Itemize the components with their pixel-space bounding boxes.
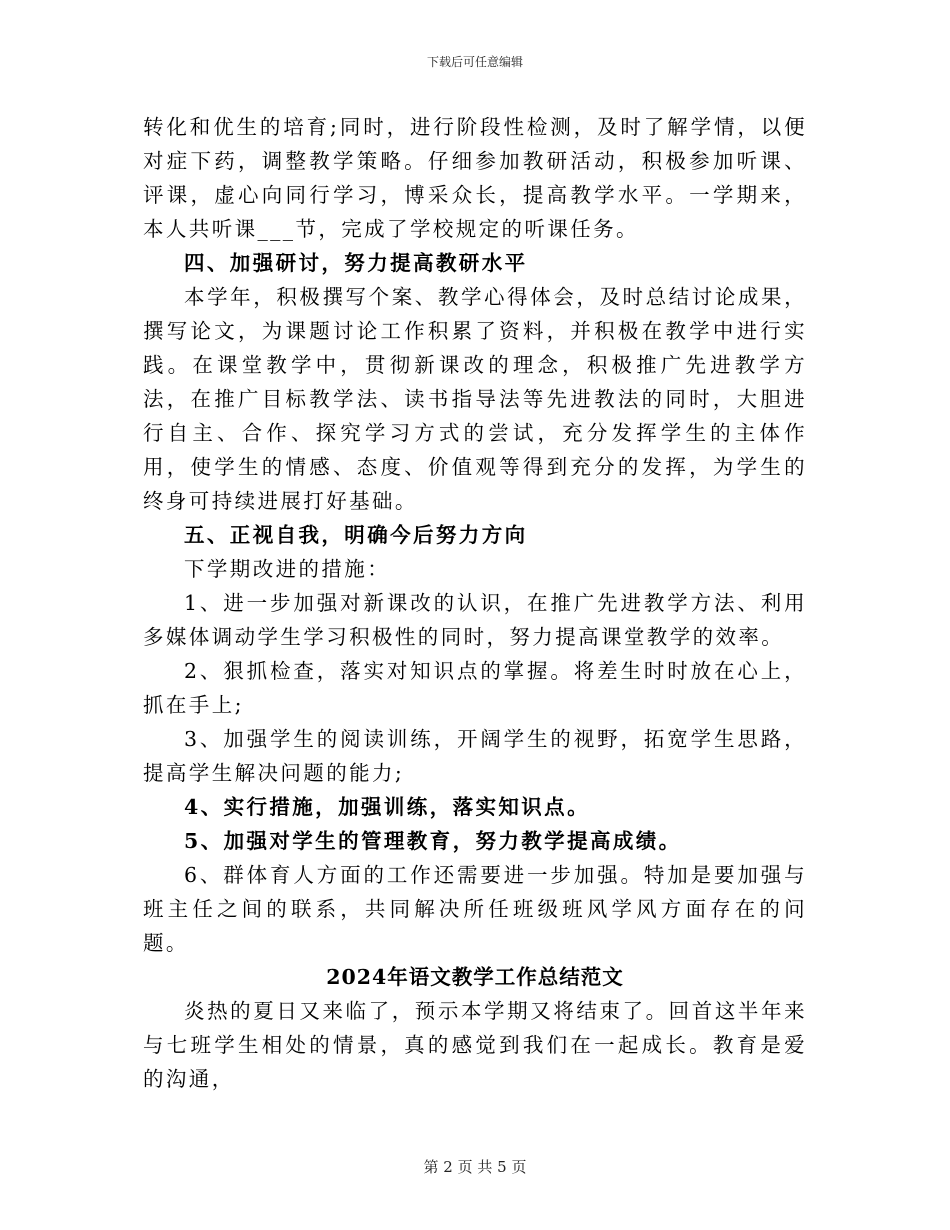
paragraph-article-opening: 炎热的夏日又来临了，预示本学期又将结束了。回首这半年来与七班学生相处的情景，真的感觉到我们在一起成长。教育是爱的沟通， <box>143 999 807 1091</box>
list-item-5: 5、加强对学生的管理教育，努力教学提高成绩。 <box>184 829 682 853</box>
list-item-4: 4、实行措施，加强训练，落实知识点。 <box>184 795 590 819</box>
document-body <box>143 110 807 1096</box>
list-item-6: 6、群体育人方面的工作还需要进一步加强。特加是要加强与班主任之间的联系，共同解决所任班级班风学风方面存在的问题。 <box>143 863 807 955</box>
page-header: 下载后可任意编辑 <box>426 55 523 69</box>
article-title: 2024年语文教学工作总结范文 <box>326 965 624 989</box>
list-item-3: 3、加强学生的阅读训练，开阔学生的视野，拓宽学生思路，提高学生解决问题的能力; <box>143 727 807 785</box>
section-heading-5: 五、正视自我，明确今后努力方向 <box>184 523 528 547</box>
list-item-1: 1、进一步加强对新课改的认识，在推广先进教学方法、利用多媒体调动学生学习积极性的同时，努力提高课堂教学的效率。 <box>143 591 807 649</box>
paragraph-continuation: 转化和优生的培育;同时，进行阶段性检测，及时了解学情，以便对症下药，调整教学策略。仔细参加教研活动，积极参加听课、评课，虚心向同行学习，博采众长，提高教学水平。一学期来，本人共听课___节，完成了学校规定的听课任务。 <box>143 115 807 241</box>
paragraph-research: 本学年，积极撰写个案、教学心得体会，及时总结讨论成果，撰写论文，为课题讨论工作积累了资料，并积极在教学中进行实践。在课堂教学中，贯彻新课改的理念，积极推广先进教学方法，在推广目标教学法、读书指导法等先进教法的同时，大胆进行自主、合作、探究学习方式的尝试，充分发挥学生的主体作用，使学生的情感、态度、价值观等得到充分的发挥，为学生的终身可持续进展打好基础。 <box>143 285 807 513</box>
list-item-2: 2、狠抓检查，落实对知识点的掌握。将差生时时放在心上，抓在手上; <box>143 659 807 717</box>
paragraph-measures-intro: 下学期改进的措施： <box>184 557 391 581</box>
page-footer: 第 2 页 共 5 页 <box>423 1158 527 1176</box>
section-heading-4: 四、加强研讨，努力提高教研水平 <box>184 251 528 275</box>
